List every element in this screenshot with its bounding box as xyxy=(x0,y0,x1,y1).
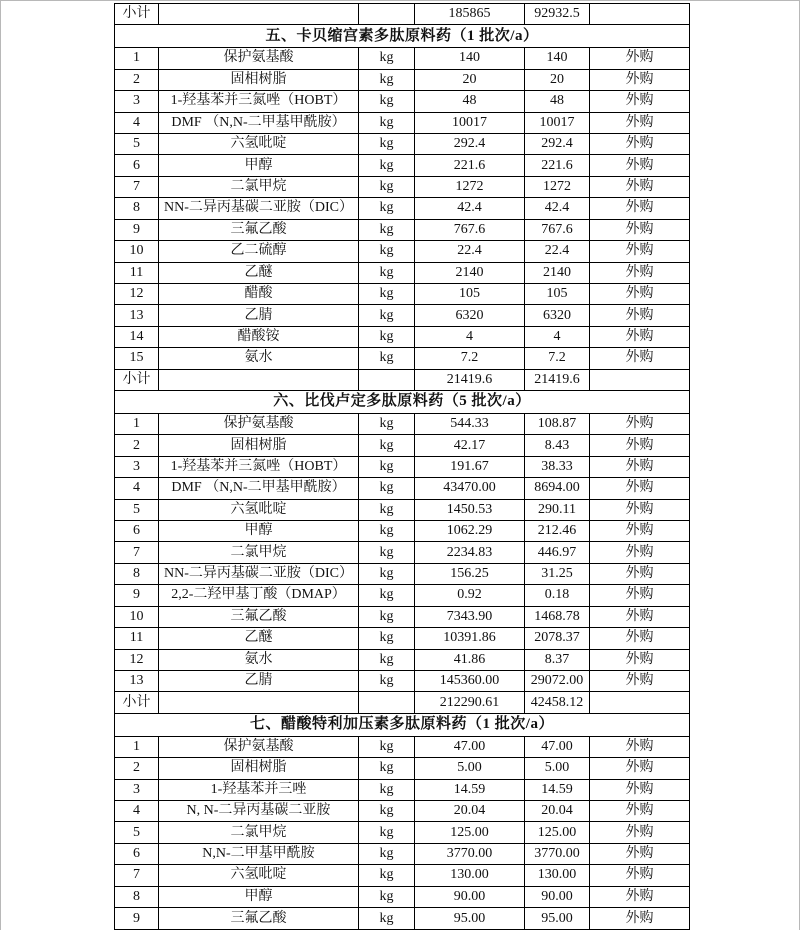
cell-batch-amount: 5.00 xyxy=(525,758,590,779)
cell-source: 外购 xyxy=(590,628,690,649)
cell-annual-amount: 2140 xyxy=(415,262,525,283)
cell-annual-amount: 10391.86 xyxy=(415,628,525,649)
cell-index: 11 xyxy=(115,262,159,283)
cell-unit: kg xyxy=(359,908,415,930)
cell-batch-amount: 92932.5 xyxy=(525,4,590,25)
cell-material-name: 乙腈 xyxy=(159,670,359,691)
cell-unit: kg xyxy=(359,779,415,800)
section-title: 六、比伐卢定多肽原料药（5 批次/a） xyxy=(115,391,690,414)
cell-unit: kg xyxy=(359,585,415,606)
cell-annual-amount: 1450.53 xyxy=(415,499,525,520)
cell-material-name: 甲醇 xyxy=(159,521,359,542)
cell-unit: kg xyxy=(359,886,415,907)
cell-batch-amount: 125.00 xyxy=(525,822,590,843)
cell-material-name: NN-二异丙基碳二亚胺（DIC） xyxy=(159,198,359,219)
cell-source: 外购 xyxy=(590,133,690,154)
table-row xyxy=(115,628,690,649)
table-row xyxy=(115,112,690,133)
cell-index: 12 xyxy=(115,283,159,304)
cell-index: 2 xyxy=(115,69,159,90)
cell-index: 8 xyxy=(115,886,159,907)
cell-unit: kg xyxy=(359,219,415,240)
cell-source: 外购 xyxy=(590,779,690,800)
cell-unit: kg xyxy=(359,348,415,369)
cell-batch-amount: 8694.00 xyxy=(525,478,590,499)
table-row xyxy=(115,69,690,90)
cell-material-name: 二氯甲烷 xyxy=(159,176,359,197)
cell-annual-amount: 292.4 xyxy=(415,133,525,154)
cell-unit: kg xyxy=(359,262,415,283)
cell-index: 6 xyxy=(115,843,159,864)
cell-unit: kg xyxy=(359,435,415,456)
cell-unit xyxy=(359,369,415,390)
table-row xyxy=(115,283,690,304)
cell-unit: kg xyxy=(359,413,415,434)
cell-source: 外购 xyxy=(590,435,690,456)
cell-annual-amount: 42.17 xyxy=(415,435,525,456)
cell-batch-amount: 8.37 xyxy=(525,649,590,670)
cell-annual-amount: 185865 xyxy=(415,4,525,25)
cell-source: 外购 xyxy=(590,521,690,542)
cell-material-name: 固相树脂 xyxy=(159,758,359,779)
cell-index: 3 xyxy=(115,779,159,800)
cell-source: 外购 xyxy=(590,908,690,930)
cell-source: 外购 xyxy=(590,219,690,240)
cell-batch-amount: 90.00 xyxy=(525,886,590,907)
table-row xyxy=(115,843,690,864)
cell-unit: kg xyxy=(359,133,415,154)
cell-index: 小计 xyxy=(115,4,159,25)
cell-unit: kg xyxy=(359,48,415,69)
table-row xyxy=(115,649,690,670)
table-row xyxy=(115,499,690,520)
cell-source: 外购 xyxy=(590,499,690,520)
cell-batch-amount: 4 xyxy=(525,326,590,347)
cell-source: 外购 xyxy=(590,670,690,691)
cell-index: 12 xyxy=(115,649,159,670)
cell-index: 8 xyxy=(115,198,159,219)
cell-source: 外购 xyxy=(590,865,690,886)
cell-index: 11 xyxy=(115,628,159,649)
cell-unit: kg xyxy=(359,606,415,627)
cell-batch-amount: 38.33 xyxy=(525,456,590,477)
cell-index: 4 xyxy=(115,478,159,499)
cell-annual-amount: 130.00 xyxy=(415,865,525,886)
cell-annual-amount: 7.2 xyxy=(415,348,525,369)
cell-material-name: 1-羟基苯并三氮唑（HOBT） xyxy=(159,91,359,112)
cell-index: 2 xyxy=(115,435,159,456)
cell-material-name: 六氢吡啶 xyxy=(159,865,359,886)
cell-material-name: DMF （N,N-二甲基甲酰胺） xyxy=(159,478,359,499)
cell-index: 3 xyxy=(115,91,159,112)
cell-material-name: 保护氨基酸 xyxy=(159,736,359,757)
cell-material-name: 六氢吡啶 xyxy=(159,133,359,154)
table-row xyxy=(115,606,690,627)
cell-source: 外购 xyxy=(590,478,690,499)
section-title: 五、卡贝缩宫素多肽原料药（1 批次/a） xyxy=(115,25,690,48)
cell-annual-amount: 90.00 xyxy=(415,886,525,907)
cell-index: 10 xyxy=(115,241,159,262)
cell-source: 外购 xyxy=(590,262,690,283)
cell-source: 外购 xyxy=(590,91,690,112)
cell-source: 外购 xyxy=(590,649,690,670)
table-row xyxy=(115,822,690,843)
cell-unit: kg xyxy=(359,283,415,304)
table-row xyxy=(115,670,690,691)
cell-annual-amount: 21419.6 xyxy=(415,369,525,390)
table-row xyxy=(115,779,690,800)
cell-source: 外购 xyxy=(590,348,690,369)
table-row xyxy=(115,91,690,112)
cell-material-name: NN-二异丙基碳二亚胺（DIC） xyxy=(159,563,359,584)
cell-source: 外购 xyxy=(590,585,690,606)
cell-material-name: 氨水 xyxy=(159,348,359,369)
cell-index: 3 xyxy=(115,456,159,477)
cell-batch-amount: 221.6 xyxy=(525,155,590,176)
cell-batch-amount: 21419.6 xyxy=(525,369,590,390)
cell-annual-amount: 125.00 xyxy=(415,822,525,843)
cell-material-name xyxy=(159,692,359,713)
section-title: 七、醋酸特利加压素多肽原料药（1 批次/a） xyxy=(115,713,690,736)
cell-batch-amount: 140 xyxy=(525,48,590,69)
cell-source xyxy=(590,4,690,25)
cell-material-name: 1-羟基苯并三唑 xyxy=(159,779,359,800)
cell-annual-amount: 6320 xyxy=(415,305,525,326)
cell-source: 外购 xyxy=(590,606,690,627)
section-header-row xyxy=(115,713,690,736)
cell-unit: kg xyxy=(359,521,415,542)
cell-unit: kg xyxy=(359,865,415,886)
cell-annual-amount: 95.00 xyxy=(415,908,525,930)
cell-material-name: 1-羟基苯并三氮唑（HOBT） xyxy=(159,456,359,477)
cell-index: 13 xyxy=(115,305,159,326)
table-row xyxy=(115,758,690,779)
table-row xyxy=(115,736,690,757)
cell-annual-amount: 2234.83 xyxy=(415,542,525,563)
table-row xyxy=(115,48,690,69)
cell-annual-amount: 14.59 xyxy=(415,779,525,800)
cell-batch-amount: 20.04 xyxy=(525,800,590,821)
cell-batch-amount: 292.4 xyxy=(525,133,590,154)
cell-index: 小计 xyxy=(115,369,159,390)
cell-index: 2 xyxy=(115,758,159,779)
table-row xyxy=(115,305,690,326)
cell-annual-amount: 3770.00 xyxy=(415,843,525,864)
cell-unit: kg xyxy=(359,628,415,649)
cell-batch-amount: 20 xyxy=(525,69,590,90)
cell-material-name: 保护氨基酸 xyxy=(159,48,359,69)
cell-material-name: N,N-二甲基甲酰胺 xyxy=(159,843,359,864)
cell-unit: kg xyxy=(359,649,415,670)
table-row xyxy=(115,326,690,347)
cell-batch-amount: 95.00 xyxy=(525,908,590,930)
cell-annual-amount: 10017 xyxy=(415,112,525,133)
cell-unit: kg xyxy=(359,69,415,90)
cell-batch-amount: 1468.78 xyxy=(525,606,590,627)
cell-source: 外购 xyxy=(590,283,690,304)
cell-source: 外购 xyxy=(590,48,690,69)
cell-material-name: 乙腈 xyxy=(159,305,359,326)
cell-annual-amount: 1062.29 xyxy=(415,521,525,542)
cell-source: 外购 xyxy=(590,241,690,262)
cell-batch-amount: 6320 xyxy=(525,305,590,326)
cell-material-name: 保护氨基酸 xyxy=(159,413,359,434)
subtotal-row xyxy=(115,4,690,25)
cell-material-name: DMF （N,N-二甲基甲酰胺） xyxy=(159,112,359,133)
table-row xyxy=(115,886,690,907)
cell-material-name: 六氢吡啶 xyxy=(159,499,359,520)
cell-material-name: 醋酸铵 xyxy=(159,326,359,347)
cell-source: 外购 xyxy=(590,456,690,477)
cell-source: 外购 xyxy=(590,198,690,219)
cell-source: 外购 xyxy=(590,305,690,326)
section-header-row xyxy=(115,25,690,48)
cell-index: 6 xyxy=(115,155,159,176)
table-row xyxy=(115,219,690,240)
cell-annual-amount: 156.25 xyxy=(415,563,525,584)
cell-index: 9 xyxy=(115,908,159,930)
cell-index: 4 xyxy=(115,112,159,133)
cell-material-name: 固相树脂 xyxy=(159,69,359,90)
cell-annual-amount: 4 xyxy=(415,326,525,347)
cell-batch-amount: 42.4 xyxy=(525,198,590,219)
cell-annual-amount: 7343.90 xyxy=(415,606,525,627)
cell-annual-amount: 47.00 xyxy=(415,736,525,757)
cell-batch-amount: 3770.00 xyxy=(525,843,590,864)
cell-batch-amount: 48 xyxy=(525,91,590,112)
materials-table-body xyxy=(115,4,690,930)
cell-material-name: 乙醚 xyxy=(159,262,359,283)
cell-batch-amount: 105 xyxy=(525,283,590,304)
table-row xyxy=(115,413,690,434)
cell-annual-amount: 20 xyxy=(415,69,525,90)
cell-index: 10 xyxy=(115,606,159,627)
cell-batch-amount: 290.11 xyxy=(525,499,590,520)
cell-batch-amount: 14.59 xyxy=(525,779,590,800)
cell-batch-amount: 8.43 xyxy=(525,435,590,456)
cell-material-name: 三氟乙酸 xyxy=(159,908,359,930)
table-row xyxy=(115,241,690,262)
cell-material-name: 三氟乙酸 xyxy=(159,219,359,240)
cell-annual-amount: 48 xyxy=(415,91,525,112)
cell-index: 5 xyxy=(115,822,159,843)
cell-material-name xyxy=(159,369,359,390)
cell-index: 4 xyxy=(115,800,159,821)
cell-source: 外购 xyxy=(590,155,690,176)
cell-source: 外购 xyxy=(590,843,690,864)
table-row xyxy=(115,521,690,542)
cell-material-name: 醋酸 xyxy=(159,283,359,304)
cell-annual-amount: 544.33 xyxy=(415,413,525,434)
cell-material-name: N, N-二异丙基碳二亚胺 xyxy=(159,800,359,821)
cell-unit: kg xyxy=(359,736,415,757)
cell-unit: kg xyxy=(359,112,415,133)
cell-annual-amount: 221.6 xyxy=(415,155,525,176)
table-row xyxy=(115,262,690,283)
table-row xyxy=(115,563,690,584)
cell-source: 外购 xyxy=(590,758,690,779)
cell-unit: kg xyxy=(359,843,415,864)
cell-batch-amount: 446.97 xyxy=(525,542,590,563)
cell-index: 15 xyxy=(115,348,159,369)
cell-unit: kg xyxy=(359,456,415,477)
cell-index: 14 xyxy=(115,326,159,347)
cell-annual-amount: 20.04 xyxy=(415,800,525,821)
cell-annual-amount: 22.4 xyxy=(415,241,525,262)
cell-unit: kg xyxy=(359,800,415,821)
cell-annual-amount: 42.4 xyxy=(415,198,525,219)
cell-batch-amount: 2078.37 xyxy=(525,628,590,649)
cell-material-name xyxy=(159,4,359,25)
cell-index: 7 xyxy=(115,176,159,197)
cell-annual-amount: 105 xyxy=(415,283,525,304)
cell-batch-amount: 212.46 xyxy=(525,521,590,542)
cell-material-name: 2,2-二羟甲基丁酸（DMAP） xyxy=(159,585,359,606)
table-row xyxy=(115,348,690,369)
cell-material-name: 乙二硫醇 xyxy=(159,241,359,262)
cell-index: 1 xyxy=(115,413,159,434)
cell-annual-amount: 5.00 xyxy=(415,758,525,779)
cell-source: 外购 xyxy=(590,886,690,907)
cell-unit: kg xyxy=(359,305,415,326)
cell-material-name: 三氟乙酸 xyxy=(159,606,359,627)
cell-annual-amount: 0.92 xyxy=(415,585,525,606)
table-row xyxy=(115,435,690,456)
cell-batch-amount: 108.87 xyxy=(525,413,590,434)
cell-unit xyxy=(359,692,415,713)
cell-batch-amount: 31.25 xyxy=(525,563,590,584)
table-row xyxy=(115,456,690,477)
cell-annual-amount: 145360.00 xyxy=(415,670,525,691)
table-row xyxy=(115,133,690,154)
cell-batch-amount: 42458.12 xyxy=(525,692,590,713)
cell-unit: kg xyxy=(359,499,415,520)
cell-index: 6 xyxy=(115,521,159,542)
table-row xyxy=(115,198,690,219)
cell-source: 外购 xyxy=(590,69,690,90)
table-row xyxy=(115,908,690,930)
cell-unit: kg xyxy=(359,758,415,779)
cell-batch-amount: 130.00 xyxy=(525,865,590,886)
cell-batch-amount: 767.6 xyxy=(525,219,590,240)
table-row xyxy=(115,585,690,606)
table-row xyxy=(115,865,690,886)
cell-source xyxy=(590,369,690,390)
cell-index: 5 xyxy=(115,133,159,154)
cell-index: 9 xyxy=(115,219,159,240)
cell-source: 外购 xyxy=(590,822,690,843)
cell-unit: kg xyxy=(359,176,415,197)
cell-batch-amount: 10017 xyxy=(525,112,590,133)
cell-source: 外购 xyxy=(590,176,690,197)
cell-source: 外购 xyxy=(590,326,690,347)
cell-index: 5 xyxy=(115,499,159,520)
table-row xyxy=(115,542,690,563)
table-row xyxy=(115,478,690,499)
cell-index: 7 xyxy=(115,542,159,563)
cell-source: 外购 xyxy=(590,542,690,563)
cell-batch-amount: 29072.00 xyxy=(525,670,590,691)
cell-source: 外购 xyxy=(590,736,690,757)
cell-batch-amount: 2140 xyxy=(525,262,590,283)
cell-unit: kg xyxy=(359,155,415,176)
cell-annual-amount: 1272 xyxy=(415,176,525,197)
cell-index: 9 xyxy=(115,585,159,606)
cell-annual-amount: 191.67 xyxy=(415,456,525,477)
cell-material-name: 甲醇 xyxy=(159,886,359,907)
subtotal-row xyxy=(115,369,690,390)
cell-unit: kg xyxy=(359,822,415,843)
section-header-row xyxy=(115,391,690,414)
cell-unit: kg xyxy=(359,563,415,584)
table-row xyxy=(115,800,690,821)
cell-material-name: 固相树脂 xyxy=(159,435,359,456)
cell-batch-amount: 0.18 xyxy=(525,585,590,606)
cell-unit: kg xyxy=(359,326,415,347)
cell-annual-amount: 41.86 xyxy=(415,649,525,670)
cell-unit: kg xyxy=(359,198,415,219)
cell-batch-amount: 7.2 xyxy=(525,348,590,369)
cell-batch-amount: 22.4 xyxy=(525,241,590,262)
cell-unit: kg xyxy=(359,91,415,112)
cell-index: 8 xyxy=(115,563,159,584)
cell-index: 1 xyxy=(115,736,159,757)
cell-unit: kg xyxy=(359,670,415,691)
table-row xyxy=(115,176,690,197)
cell-unit: kg xyxy=(359,241,415,262)
cell-index: 7 xyxy=(115,865,159,886)
cell-material-name: 二氯甲烷 xyxy=(159,542,359,563)
cell-source: 外购 xyxy=(590,563,690,584)
cell-batch-amount: 47.00 xyxy=(525,736,590,757)
cell-unit: kg xyxy=(359,542,415,563)
cell-index: 1 xyxy=(115,48,159,69)
cell-material-name: 甲醇 xyxy=(159,155,359,176)
cell-batch-amount: 1272 xyxy=(525,176,590,197)
cell-source: 外购 xyxy=(590,112,690,133)
cell-material-name: 乙醚 xyxy=(159,628,359,649)
cell-source: 外购 xyxy=(590,800,690,821)
cell-material-name: 二氯甲烷 xyxy=(159,822,359,843)
subtotal-row xyxy=(115,692,690,713)
cell-unit xyxy=(359,4,415,25)
cell-annual-amount: 140 xyxy=(415,48,525,69)
cell-annual-amount: 43470.00 xyxy=(415,478,525,499)
cell-source xyxy=(590,692,690,713)
cell-annual-amount: 767.6 xyxy=(415,219,525,240)
table-row xyxy=(115,155,690,176)
cell-material-name: 氨水 xyxy=(159,649,359,670)
raw-materials-table xyxy=(114,3,690,930)
cell-source: 外购 xyxy=(590,413,690,434)
cell-annual-amount: 212290.61 xyxy=(415,692,525,713)
cell-index: 13 xyxy=(115,670,159,691)
cell-unit: kg xyxy=(359,478,415,499)
cell-index: 小计 xyxy=(115,692,159,713)
